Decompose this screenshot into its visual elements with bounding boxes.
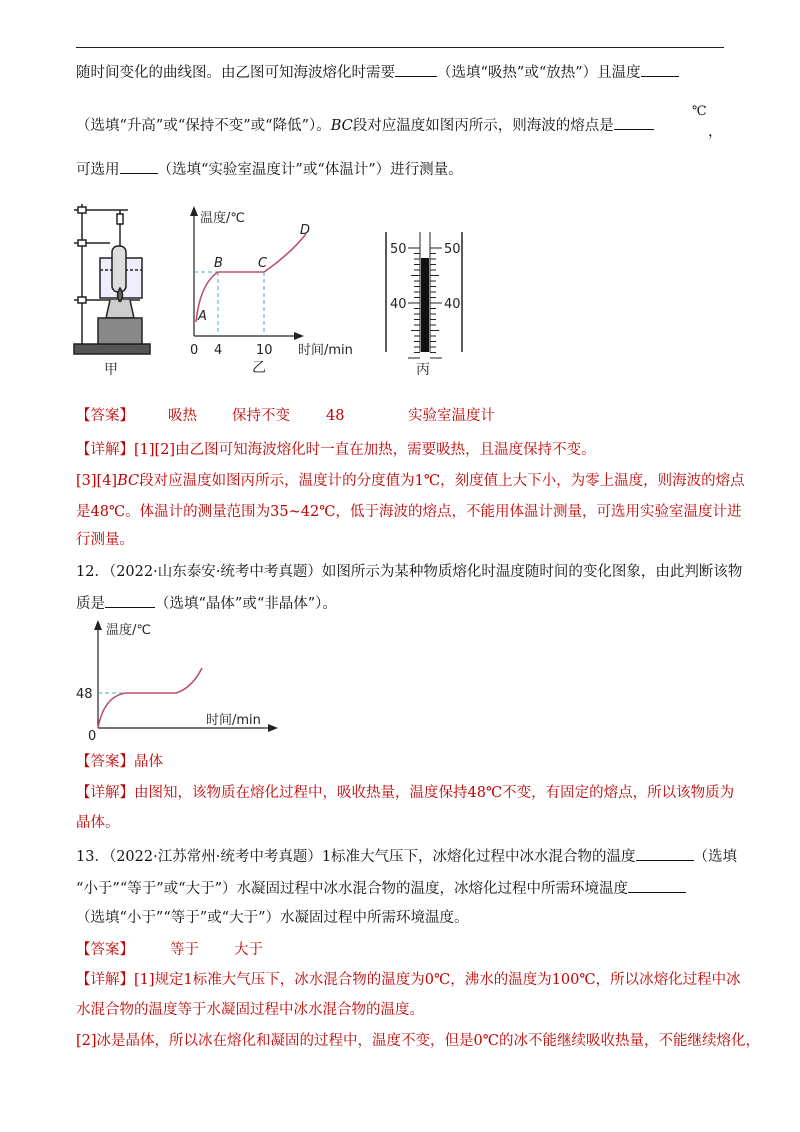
q12-answer [76,752,163,772]
burner [106,300,134,318]
detail-text: 是48℃。体温计的测量范围为35~42℃，低于海波的熔点，不能用体温计测量，可选用实验室温度计进 [76,504,742,520]
x-tick: 0 [190,343,199,358]
liquid-column [421,258,429,352]
answer-blank [628,878,686,893]
q13-line1 [76,846,737,867]
detail-text: 段对应温度如图丙所示，温度计的分度值为1℃，刻度值上大下小，为零上温度，则海波的熔点 [139,473,745,489]
answer-value: 晶体 [134,754,163,770]
q13-answer [76,940,263,960]
q11-detail-line2 [76,471,745,491]
graph-yi [180,204,360,376]
segment-label: BC [330,118,353,134]
detail-text: 由图知，该物质在熔化过程中，吸收热量，温度保持48℃不变，有固定的熔点，所以该物质为 [134,785,735,801]
scale-mark-right: 50 [444,242,461,257]
q12-detail [76,783,734,803]
segment-label: BC [117,473,140,489]
point-label: C [258,256,268,271]
answer-blank [614,115,654,130]
answer-tag: 【答案】 [76,754,134,770]
detail-tag: 【详解】 [76,442,134,458]
detail-text: 行测量。 [76,532,134,548]
q11-line2 [76,115,654,136]
answer-value: 吸热 [168,408,197,424]
answer-blank [395,62,437,77]
answer-value: 实验室温度计 [408,408,495,424]
stand-base [74,344,150,354]
answer-blank [120,159,158,174]
detail-text: [1]规定1标准大气压下，冰水混合物的温度为0℃，沸水的温度为100℃，所以冰熔化过程中冰 [134,972,741,988]
thermometer-figure [380,228,470,378]
detail-tag: 【详解】 [76,972,134,988]
answer-blank [641,62,679,77]
q11-line1 [76,62,679,83]
scale-mark-right: 40 [444,297,461,312]
unit-celsius: ℃ [692,104,707,119]
x-tick: 4 [214,343,223,358]
detail-text: [2]冰是晶体，所以冰在熔化和凝固的过程中，温度不变，但是0℃的冰不能继续吸收热量，不能继续熔化， [76,1033,760,1049]
answer-tag: 【答案】 [76,408,134,424]
test-tube [112,246,126,292]
point-label: B [214,256,223,271]
graph-q12 [76,616,286,744]
q11-text: （选填“吸热”或“放热”）且温度 [437,65,641,81]
q11-text: （选填“实验室温度计”或“体温计”）进行测量。 [157,162,463,178]
fig-label-bing: 丙 [416,362,430,378]
scale-mark: 50 [390,242,407,257]
q13-line2 [76,878,686,899]
scale-mark: 40 [390,297,407,312]
detail-tag: 【详解】 [76,785,134,801]
q13-text: （选填 [693,849,738,865]
q11-text: 段对应温度如图丙所示，则海波的熔点是 [352,118,614,134]
origin-label: 0 [88,729,97,744]
detail-text: 晶体。 [76,815,120,831]
x-axis-label: 时间/min [298,343,353,358]
answer-blank [636,846,694,861]
detail-text: 水混合物的温度等于水凝固过程中冰水混合物的温度。 [76,1002,424,1018]
x-tick: 10 [256,343,273,358]
q13-text: “小于”“等于”或“大于”）水凝固过程中冰水混合物的温度，冰熔化过程中所需环境温度 [76,881,628,897]
q13-text: 13．（2022·江苏常州·统考中考真题）1标准大气压下，冰熔化过程中冰水混合物的温度 [76,849,636,865]
q12-text: 质是 [76,596,105,612]
q11-text: （选填“升高”或“保持不变”或“降低”）。 [76,118,331,134]
detail-text: [1][2]由乙图可知海波熔化时一直在加热，需要吸热，且温度保持不变。 [134,442,596,458]
answer-value: 48 [326,408,345,424]
q13-detail [76,970,741,990]
q11-answer [76,406,495,426]
fig-label-jia: 甲 [104,362,118,376]
answer-value: 等于 [170,942,199,958]
answer-value: 大于 [234,942,263,958]
q11-detail [76,440,596,460]
apparatus-figure [70,198,160,376]
q12-line1: 12．（2022·山东泰安·统考中考真题）如图所示为某种物质熔化时温度随时间的变化图象，由此判断该物 [76,564,743,580]
fig-label-yi: 乙 [252,360,266,376]
x-axis-label: 时间/min [206,713,261,728]
temperature-curve [98,668,202,728]
answer-value: 保持不变 [232,408,290,424]
temperature-curve [196,234,306,322]
point-label: A [198,309,207,324]
q11-text: 随时间变化的曲线图。由乙图可知海波熔化时需要 [76,65,395,81]
q12-line2 [76,593,337,614]
detail-text: [3][4] [76,473,118,489]
q12-text: （选填“晶体”或“非晶体”）。 [155,596,337,612]
y-tick: 48 [76,687,93,702]
q11-line3 [76,159,463,180]
answer-tag: 【答案】 [76,942,134,958]
comma: ， [708,124,723,140]
y-axis-label: 温度/℃ [106,623,151,638]
y-axis-label: 温度/℃ [200,211,245,226]
point-label: D [300,223,311,238]
answer-blank [105,593,155,608]
top-rule [76,47,724,48]
q13-line3: （选填“小于”“等于”或“大于”）水凝固过程中所需环境温度。 [76,910,469,926]
q11-text: 可选用 [76,162,120,178]
